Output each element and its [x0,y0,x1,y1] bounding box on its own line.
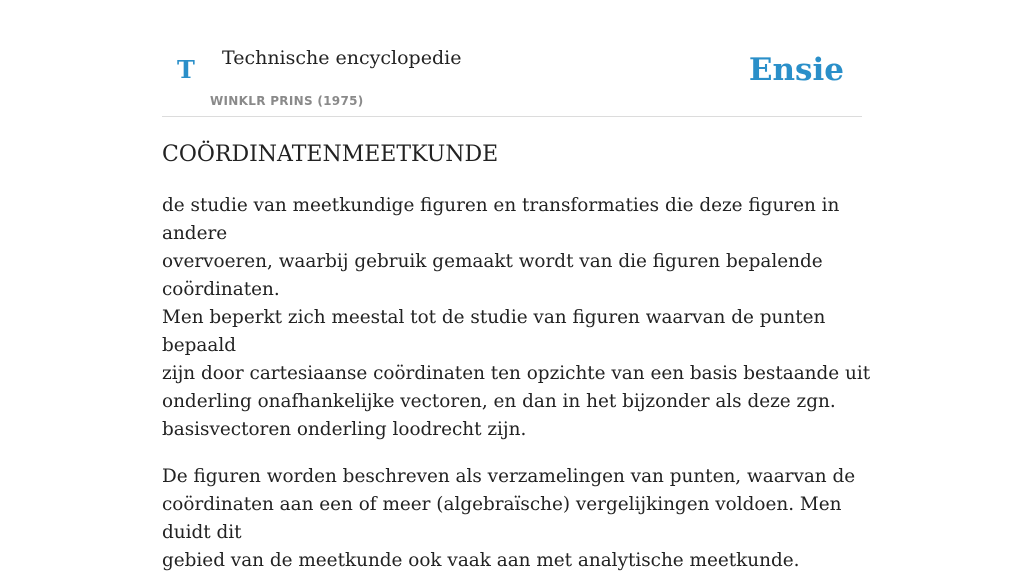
source-logo: T [177,55,195,84]
source-header [162,0,862,117]
paragraph-line: onderling onafhankelijke vectoren, en dan in het bijzonder als deze zgn. [162,391,836,412]
article-paragraph-2 [162,463,872,575]
paragraph-line: zijn door cartesiaanse coördinaten ten opzichte van een basis bestaande uit [162,363,871,384]
paragraph-line: overvoeren, waarbij gebruik gemaakt wordt van die figuren bepalende coördinaten. [162,251,823,300]
article [162,138,872,575]
source-title-link[interactable]: Technische encyclopedie [222,47,462,69]
paragraph-line: De figuren worden beschreven als verzamelingen van punten, waarvan de [162,466,856,487]
paragraph-line: Men beperkt zich meestal tot de studie van figuren waarvan de punten bepaald [162,307,826,356]
source-subtitle: WINKLR PRINS (1975) [210,94,364,108]
article-title: COÖRDINATENMEETKUNDE [162,142,499,167]
article-paragraph-1 [162,192,872,444]
paragraph-line: basisvectoren onderling loodrecht zijn. [162,419,527,440]
paragraph-line: coördinaten aan een of meer (algebraïsche) vergelijkingen voldoen. Men duidt dit [162,494,842,543]
paragraph-line: gebied van de meetkunde ook vaak aan met analytische meetkunde. [162,550,800,571]
brand-logo-link[interactable]: Ensie [748,52,844,88]
paragraph-line: de studie van meetkundige figuren en transformaties die deze figuren in andere [162,195,840,244]
